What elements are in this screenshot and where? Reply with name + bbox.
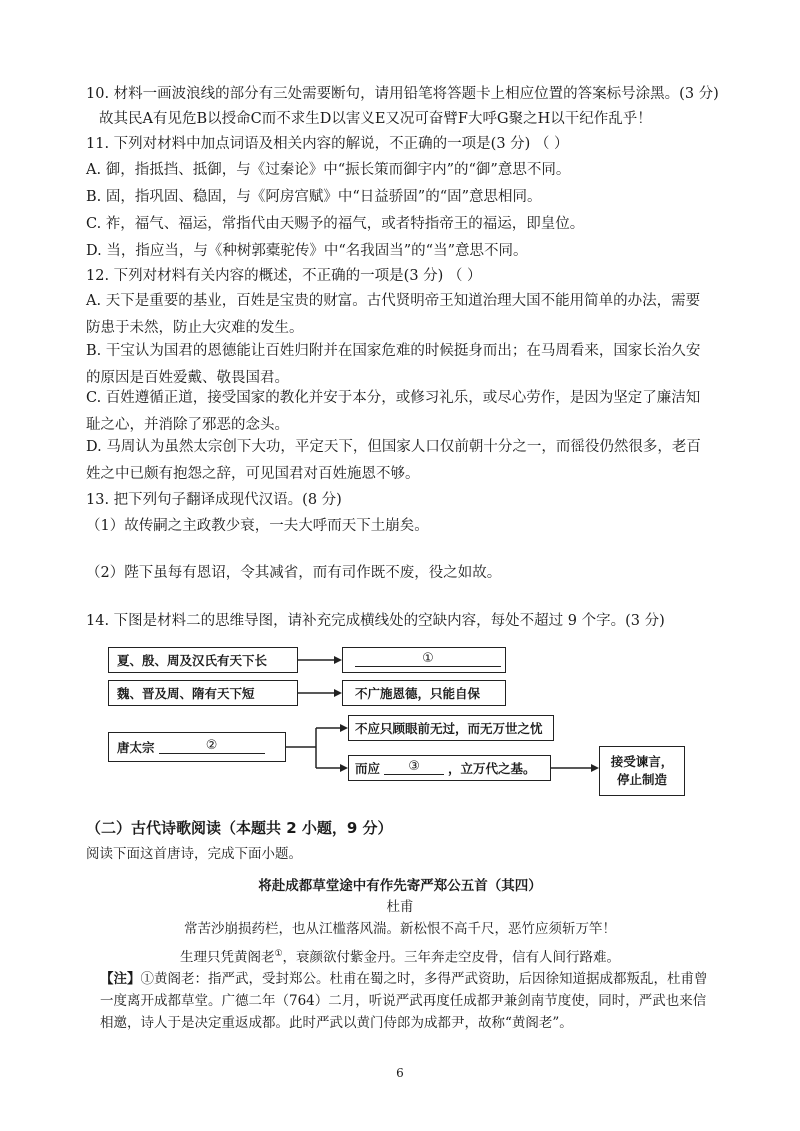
- arrow-row2: [334, 689, 342, 697]
- poem-author: 杜甫: [386, 899, 414, 915]
- q12-stem: 12. 下列对材料有关内容的概述，不正确的一项是(3 分) （ ）: [86, 268, 482, 284]
- q14-stem: 14. 下图是材料二的思维导图，请补充完成横线处的空缺内容，每处不超过 9 个字。(3 分): [86, 613, 665, 629]
- arrow-branch-bottom: [340, 764, 348, 772]
- poem-line-2-post: ，衰颜欲付紫金丹。三年奔走空皮骨，信有人间行路难。: [282, 949, 621, 966]
- q10-stem: 10. 材料一画波浪线的部分有三处需要断句，请用铅笔将答题卡上相应位置的答案标号涂黑。(3 分): [86, 86, 719, 102]
- map-row1-left: [108, 647, 298, 673]
- map-row3-left: [108, 732, 286, 762]
- q13-sentence-2: （2）陛下虽每有恩诏，令其减省，而有司作既不废，役之如故。: [86, 565, 502, 581]
- note-text: ①黄阁老：指严武，受封郑公。杜甫在蜀之时，多得严武资助，后因徐知道据成都叛乱，杜甫曾一度离开成都草堂。广德二年（764）二月，听说严武再度任成都尹兼剑南节度使，同时，严武也来信相邀，诗人于是决定重返成都。此时严武以黄门侍郎为成都尹，故称“黄阁老”。: [100, 971, 708, 1031]
- page-number: 6: [396, 1066, 404, 1080]
- poem-note: [100, 968, 712, 1034]
- q11-option-b: B. 固，指巩固、稳固，与《阿房宫赋》中“日益骄固”的“固”意思相同。: [86, 189, 542, 205]
- q10-text: 故其民A有见危B以授命C而不求生D以害义E又况可奋臂F大呼G聚之H以干纪作乱乎！: [99, 111, 652, 127]
- map-blank-2-number: ②: [205, 737, 218, 753]
- map-branch-top: [348, 715, 554, 741]
- q11-option-d: D. 当，指应当，与《种树郭橐驼传》中“名我固当”的“当”意思不同。: [86, 243, 528, 259]
- arrow-final: [591, 764, 599, 772]
- map-blank-3-number: ③: [408, 758, 420, 774]
- map-row1-right: [342, 647, 506, 673]
- note-label: 【注】: [100, 971, 141, 987]
- map-row1-left-text: 夏、殷、周及汉氏有天下长: [117, 653, 268, 668]
- map-blank-3: [384, 758, 444, 775]
- map-branch-bottom: [348, 755, 551, 781]
- map-final-line-2: 停止制造: [616, 772, 667, 787]
- map-blank-1: [355, 650, 501, 667]
- q13-stem: 13. 把下列句子翻译成现代汉语。(8 分): [86, 492, 342, 508]
- map-final-line-1: 接受谏言，: [610, 754, 674, 769]
- poem-title: 将赴成都草堂途中有作先寄严郑公五首（其四）: [258, 878, 542, 894]
- map-row2-left-text: 魏、晋及周、隋有天下短: [117, 686, 255, 701]
- q11-option-a: A. 御，指抵挡、抵御，与《过秦论》中“振长策而御宇内”的“御”意思不同。: [86, 162, 571, 178]
- q12-option-b: B. 干宝认为国君的恩德能让百姓归附并在国家危难的时候挺身而出；在马周看来，国家长治久安的原因是百姓爱戴、敬畏国君。: [86, 343, 701, 386]
- section-2-intro: 阅读下面这首唐诗，完成下面小题。: [86, 846, 302, 862]
- q11-option-c: C. 祚，福气、福运，常指代由天赐予的福气，或者特指帝王的福运，即皇位。: [86, 216, 585, 232]
- q12-option-c: C. 百姓遵循正道，接受国家的教化并安于本分，或修习礼乐，或尽心劳作，是因为坚定了廉洁知耻之心，并消除了邪恶的念头。: [86, 390, 701, 433]
- section-2-heading: （二）古代诗歌阅读（本题共 2 小题，9 分）: [86, 819, 393, 837]
- map-row2-left: [108, 680, 298, 706]
- map-branch-top-text: 不应只顾眼前无过，而无万世之忧: [355, 721, 543, 736]
- map-branch-bottom-pre: 而应: [355, 761, 381, 776]
- map-row2-right: [342, 680, 506, 706]
- arrow-row1: [334, 656, 342, 664]
- footnote-mark: ①: [274, 949, 283, 959]
- map-blank-2: [159, 737, 265, 754]
- poem-line-2: [0, 944, 800, 968]
- q13-sentence-1: （1）故传嗣之主政教少衰，一夫大呼而天下土崩矣。: [86, 518, 429, 534]
- q12-option-d: D. 马周认为虽然太宗创下大功，平定天下，但国家人口仅前朝十分之一，而徭役仍然很多，老百姓之中已颇有抱怨之辞，可见国君对百姓施恩不够。: [86, 439, 701, 482]
- map-row2-right-text: 不广施恩德，只能自保: [355, 686, 481, 701]
- poem-line-2-pre: 生理只凭黄阁老: [179, 949, 275, 966]
- poem-line-1: 常苦沙崩损药栏，也从江槛落风湍。新松恨不高千尺，恶竹应须斩万竿！: [184, 921, 616, 937]
- map-final-box: [599, 746, 685, 796]
- mind-map: [106, 640, 696, 810]
- arrow-branch-top: [340, 724, 348, 732]
- map-row3-left-text: 唐太宗: [117, 740, 155, 755]
- q11-stem: 11. 下列对材料中加点词语及相关内容的解说，不正确的一项是(3 分) （ ）: [86, 136, 569, 152]
- map-blank-1-number: ①: [422, 650, 434, 666]
- map-branch-bottom-post: ，立万代之基。: [448, 761, 536, 776]
- q12-option-a: A. 天下是重要的基业，百姓是宝贵的财富。古代贤明帝王知道治理大国不能用简单的办法，需要防患于未然，防止大灾难的发生。: [86, 293, 701, 336]
